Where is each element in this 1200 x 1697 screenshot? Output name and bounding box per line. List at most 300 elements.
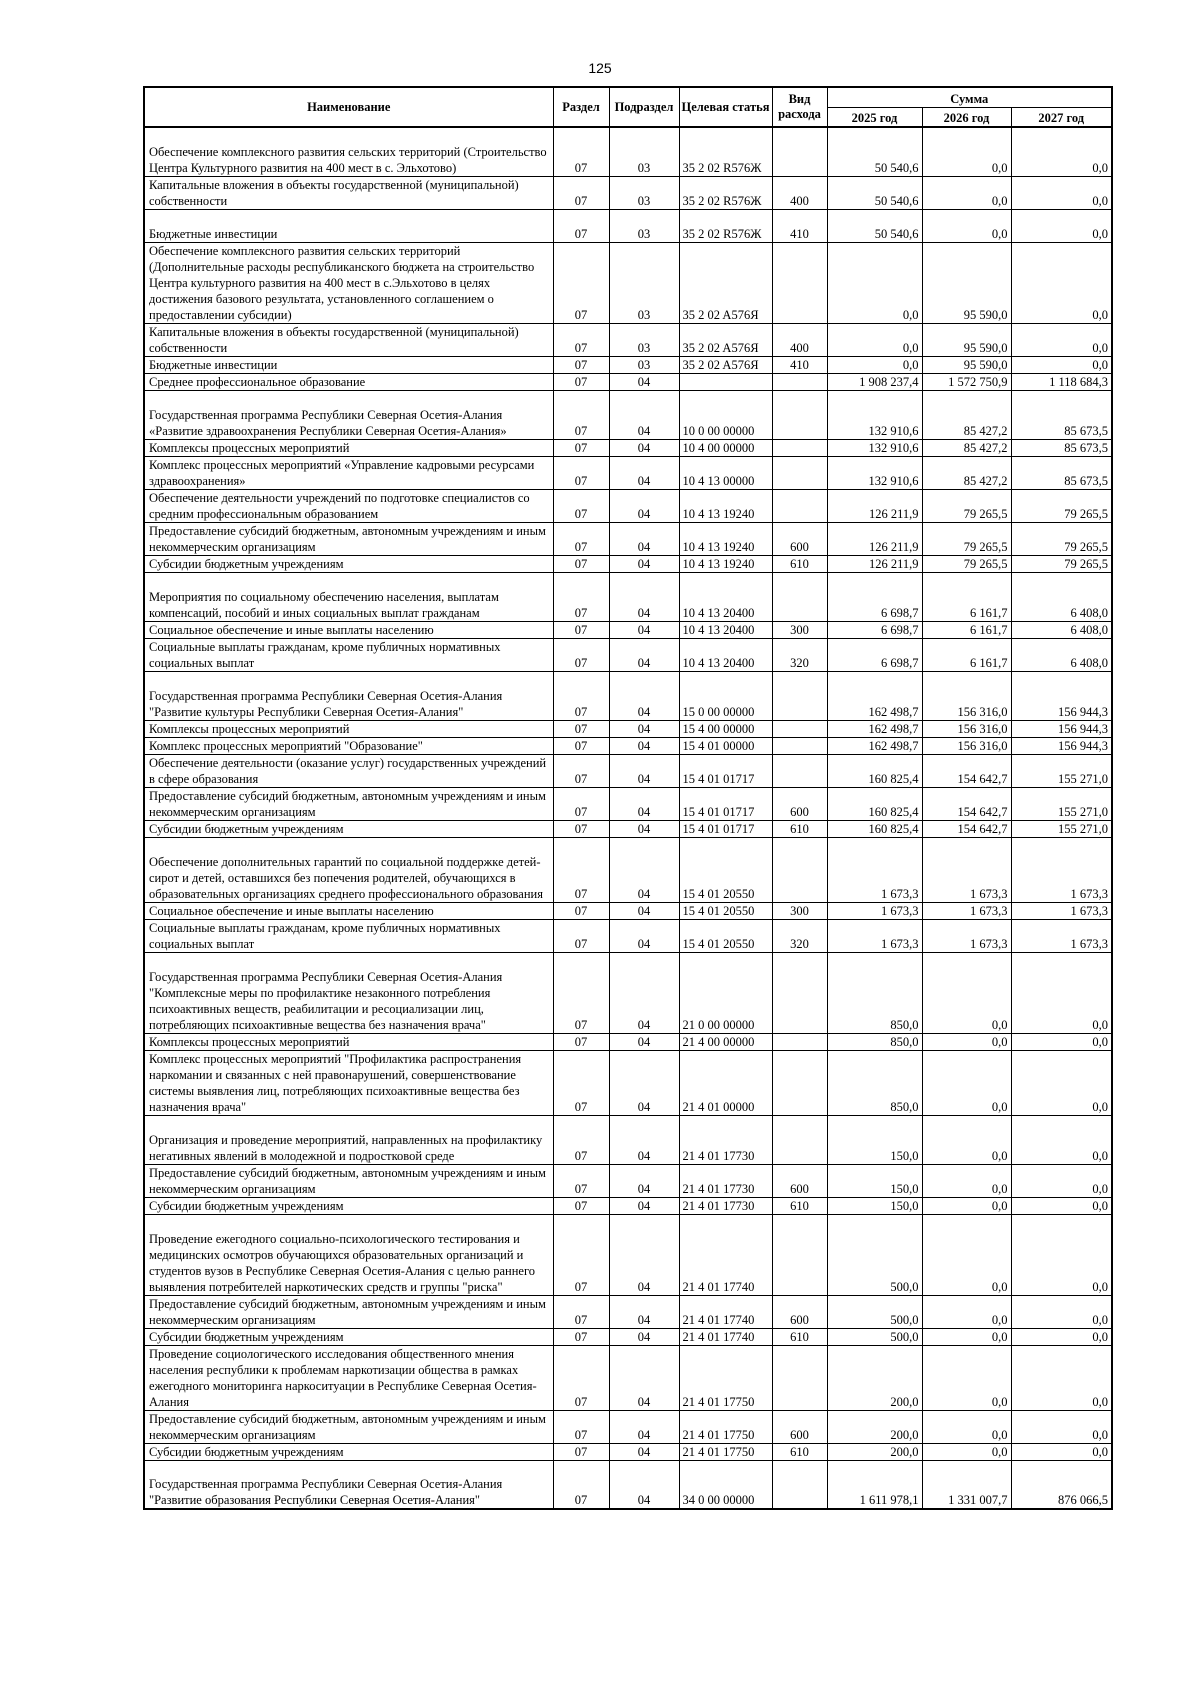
row-sum-2027: 0,0 — [1011, 323, 1112, 356]
row-name: Комплексы процессных мероприятий — [144, 1033, 553, 1050]
header-subsection: Подраздел — [609, 87, 679, 127]
row-sum-2027: 0,0 — [1011, 127, 1112, 176]
row-sum-2026: 79 265,5 — [922, 555, 1011, 572]
row-target: 10 4 13 19240 — [679, 522, 772, 555]
row-exp-type — [772, 1050, 827, 1115]
row-target: 21 0 00 00000 — [679, 952, 772, 1033]
row-sum-2027: 0,0 — [1011, 1345, 1112, 1410]
row-sum-2025: 132 910,6 — [827, 390, 922, 439]
row-exp-type: 600 — [772, 1295, 827, 1328]
row-sum-2027: 0,0 — [1011, 1295, 1112, 1328]
row-exp-type — [772, 1115, 827, 1164]
table-row — [144, 555, 1112, 572]
row-sum-2026: 0,0 — [922, 1328, 1011, 1345]
row-sum-2025: 150,0 — [827, 1197, 922, 1214]
row-sum-2025: 162 498,7 — [827, 720, 922, 737]
row-sum-2025: 132 910,6 — [827, 439, 922, 456]
row-sum-2025: 6 698,7 — [827, 621, 922, 638]
row-sum-2027: 0,0 — [1011, 1214, 1112, 1295]
row-exp-type — [772, 439, 827, 456]
row-sum-2026: 0,0 — [922, 1345, 1011, 1410]
table-row — [144, 638, 1112, 671]
row-section: 07 — [553, 1164, 609, 1197]
row-subsection: 04 — [609, 456, 679, 489]
row-target: 10 4 13 20400 — [679, 621, 772, 638]
row-name: Комплекс процессных мероприятий "Профилактика распространения наркомании и связанных с ней правонарушений, совершенствование системы выявления лиц, потребляющих психоактивные вещества без назначения врача" — [144, 1050, 553, 1115]
row-name: Социальные выплаты гражданам, кроме публичных нормативных социальных выплат — [144, 919, 553, 952]
row-section: 07 — [553, 373, 609, 390]
row-exp-type — [772, 1460, 827, 1509]
row-target: 35 2 02 R576Ж — [679, 127, 772, 176]
row-sum-2026: 156 316,0 — [922, 720, 1011, 737]
row-subsection: 04 — [609, 952, 679, 1033]
row-sum-2027: 0,0 — [1011, 1197, 1112, 1214]
row-sum-2026: 0,0 — [922, 1115, 1011, 1164]
row-sum-2026: 154 642,7 — [922, 787, 1011, 820]
row-sum-2025: 50 540,6 — [827, 127, 922, 176]
row-sum-2027: 0,0 — [1011, 1164, 1112, 1197]
row-target: 15 4 00 00000 — [679, 720, 772, 737]
row-sum-2026: 0,0 — [922, 1033, 1011, 1050]
row-sum-2026: 95 590,0 — [922, 356, 1011, 373]
row-name: Субсидии бюджетным учреждениям — [144, 1443, 553, 1460]
row-subsection: 04 — [609, 1033, 679, 1050]
row-sum-2026: 85 427,2 — [922, 439, 1011, 456]
row-exp-type — [772, 720, 827, 737]
row-sum-2025: 850,0 — [827, 1050, 922, 1115]
row-subsection: 04 — [609, 837, 679, 902]
row-subsection: 04 — [609, 902, 679, 919]
header-year-2025: 2025 год — [827, 107, 922, 127]
row-sum-2027: 0,0 — [1011, 1115, 1112, 1164]
table-row — [144, 209, 1112, 242]
row-sum-2025: 500,0 — [827, 1295, 922, 1328]
row-subsection: 04 — [609, 820, 679, 837]
row-exp-type: 410 — [772, 356, 827, 373]
table-row — [144, 1197, 1112, 1214]
row-name: Обеспечение деятельности (оказание услуг) государственных учреждений в сфере образования — [144, 754, 553, 787]
row-section: 07 — [553, 127, 609, 176]
header-year-2026: 2026 год — [922, 107, 1011, 127]
row-target: 10 4 13 20400 — [679, 572, 772, 621]
table-row — [144, 919, 1112, 952]
page-number: 125 — [588, 60, 612, 76]
row-sum-2027: 6 408,0 — [1011, 572, 1112, 621]
table-row — [144, 1164, 1112, 1197]
header-year-2027: 2027 год — [1011, 107, 1112, 127]
row-name: Обеспечение деятельности учреждений по подготовке специалистов со средним профессиональным образованием — [144, 489, 553, 522]
row-exp-type: 610 — [772, 1197, 827, 1214]
table-row — [144, 621, 1112, 638]
row-sum-2027: 79 265,5 — [1011, 489, 1112, 522]
table-row — [144, 1460, 1112, 1509]
row-name: Организация и проведение мероприятий, направленных на профилактику негативных явлений в молодежной и подростковой среде — [144, 1115, 553, 1164]
table-row — [144, 456, 1112, 489]
row-target: 21 4 01 17750 — [679, 1410, 772, 1443]
row-subsection: 04 — [609, 522, 679, 555]
row-target: 21 4 01 17750 — [679, 1443, 772, 1460]
row-target: 35 2 02 A576Я — [679, 242, 772, 323]
row-name: Проведение ежегодного социально-психологического тестирования и медицинских осмотров обучающихся образовательных организаций и студентов вузов в Республике Северная Осетия-Алания с целью раннего выявления потребителей наркотических средств и группы "риска" — [144, 1214, 553, 1295]
table-row — [144, 390, 1112, 439]
row-exp-type: 600 — [772, 522, 827, 555]
row-section: 07 — [553, 390, 609, 439]
row-section: 07 — [553, 1328, 609, 1345]
row-name: Комплексы процессных мероприятий — [144, 720, 553, 737]
row-subsection: 04 — [609, 720, 679, 737]
row-exp-type — [772, 671, 827, 720]
row-sum-2025: 1 673,3 — [827, 902, 922, 919]
row-sum-2025: 162 498,7 — [827, 737, 922, 754]
row-name: Комплекс процессных мероприятий "Образование" — [144, 737, 553, 754]
header-name: Наименование — [144, 87, 553, 127]
row-sum-2026: 154 642,7 — [922, 820, 1011, 837]
row-section: 07 — [553, 1197, 609, 1214]
row-section: 07 — [553, 919, 609, 952]
row-section: 07 — [553, 737, 609, 754]
row-sum-2027: 0,0 — [1011, 242, 1112, 323]
row-section: 07 — [553, 1460, 609, 1509]
row-sum-2026: 85 427,2 — [922, 456, 1011, 489]
row-name: Комплекс процессных мероприятий «Управление кадровыми ресурсами здравоохранения» — [144, 456, 553, 489]
row-sum-2025: 1 673,3 — [827, 919, 922, 952]
row-sum-2025: 160 825,4 — [827, 820, 922, 837]
row-target — [679, 373, 772, 390]
row-target: 15 4 01 20550 — [679, 837, 772, 902]
table-row — [144, 1328, 1112, 1345]
row-sum-2026: 79 265,5 — [922, 522, 1011, 555]
row-exp-type — [772, 373, 827, 390]
table-row — [144, 952, 1112, 1033]
row-sum-2027: 155 271,0 — [1011, 787, 1112, 820]
row-subsection: 04 — [609, 1410, 679, 1443]
table-row — [144, 1050, 1112, 1115]
table-row — [144, 489, 1112, 522]
row-sum-2025: 50 540,6 — [827, 209, 922, 242]
row-sum-2027: 0,0 — [1011, 176, 1112, 209]
table-row — [144, 1214, 1112, 1295]
row-section: 07 — [553, 1033, 609, 1050]
row-sum-2026: 0,0 — [922, 176, 1011, 209]
row-sum-2025: 200,0 — [827, 1410, 922, 1443]
row-section: 07 — [553, 1443, 609, 1460]
row-subsection: 04 — [609, 919, 679, 952]
row-target: 15 4 01 00000 — [679, 737, 772, 754]
row-exp-type: 610 — [772, 555, 827, 572]
row-sum-2027: 0,0 — [1011, 1033, 1112, 1050]
row-name: Среднее профессиональное образование — [144, 373, 553, 390]
row-subsection: 03 — [609, 127, 679, 176]
row-section: 07 — [553, 621, 609, 638]
table-row — [144, 439, 1112, 456]
row-sum-2025: 200,0 — [827, 1345, 922, 1410]
row-exp-type — [772, 737, 827, 754]
row-sum-2027: 1 118 684,3 — [1011, 373, 1112, 390]
row-exp-type: 610 — [772, 1328, 827, 1345]
row-name: Обеспечение комплексного развития сельских территорий (Дополнительные расходы республиканского бюджета на строительство Центра культурного развития на 400 мест в с.Эльхотово в целях достижения базового результата, установленного соглашением о предоставлении субсидии) — [144, 242, 553, 323]
row-subsection: 04 — [609, 671, 679, 720]
row-target: 35 2 02 A576Я — [679, 323, 772, 356]
row-section: 07 — [553, 555, 609, 572]
row-subsection: 04 — [609, 1197, 679, 1214]
row-sum-2027: 0,0 — [1011, 209, 1112, 242]
row-sum-2027: 155 271,0 — [1011, 754, 1112, 787]
header-sum: Сумма — [827, 87, 1112, 107]
row-subsection: 04 — [609, 390, 679, 439]
row-exp-type: 610 — [772, 1443, 827, 1460]
row-sum-2027: 79 265,5 — [1011, 555, 1112, 572]
row-exp-type: 300 — [772, 902, 827, 919]
table-row — [144, 1410, 1112, 1443]
row-name: Предоставление субсидий бюджетным, автономным учреждениям и иным некоммерческим организациям — [144, 787, 553, 820]
row-target: 10 4 13 19240 — [679, 555, 772, 572]
header-target: Целевая статья — [679, 87, 772, 127]
row-sum-2026: 1 572 750,9 — [922, 373, 1011, 390]
row-sum-2027: 0,0 — [1011, 356, 1112, 373]
row-target: 15 4 01 20550 — [679, 919, 772, 952]
row-section: 07 — [553, 242, 609, 323]
row-sum-2025: 126 211,9 — [827, 555, 922, 572]
table-row — [144, 1443, 1112, 1460]
row-section: 07 — [553, 356, 609, 373]
row-sum-2026: 6 161,7 — [922, 621, 1011, 638]
row-name: Социальное обеспечение и иные выплаты населению — [144, 902, 553, 919]
row-section: 07 — [553, 671, 609, 720]
row-sum-2025: 160 825,4 — [827, 754, 922, 787]
row-subsection: 04 — [609, 1050, 679, 1115]
row-sum-2027: 156 944,3 — [1011, 737, 1112, 754]
row-sum-2027: 85 673,5 — [1011, 439, 1112, 456]
row-sum-2025: 150,0 — [827, 1164, 922, 1197]
row-subsection: 03 — [609, 176, 679, 209]
row-section: 07 — [553, 1050, 609, 1115]
row-sum-2026: 0,0 — [922, 1214, 1011, 1295]
row-exp-type — [772, 837, 827, 902]
row-exp-type: 320 — [772, 919, 827, 952]
row-sum-2027: 79 265,5 — [1011, 522, 1112, 555]
row-target: 21 4 01 00000 — [679, 1050, 772, 1115]
table-row — [144, 820, 1112, 837]
row-subsection: 04 — [609, 439, 679, 456]
row-target: 10 4 00 00000 — [679, 439, 772, 456]
row-name: Бюджетные инвестиции — [144, 356, 553, 373]
row-sum-2025: 162 498,7 — [827, 671, 922, 720]
row-target: 35 2 02 R576Ж — [679, 209, 772, 242]
row-subsection: 03 — [609, 323, 679, 356]
row-sum-2025: 850,0 — [827, 1033, 922, 1050]
row-sum-2026: 1 331 007,7 — [922, 1460, 1011, 1509]
row-section: 07 — [553, 456, 609, 489]
table-row — [144, 754, 1112, 787]
header-section: Раздел — [553, 87, 609, 127]
row-name: Капитальные вложения в объекты государственной (муниципальной) собственности — [144, 176, 553, 209]
row-subsection: 04 — [609, 1115, 679, 1164]
row-name: Проведение социологического исследования общественного мнения населения республики к проблемам наркотизации общества в рамках ежегодного мониторинга наркоситуации в Республике Северная Осетия-Алания — [144, 1345, 553, 1410]
row-section: 07 — [553, 787, 609, 820]
row-exp-type — [772, 754, 827, 787]
row-section: 07 — [553, 439, 609, 456]
table-row — [144, 1115, 1112, 1164]
row-target: 15 0 00 00000 — [679, 671, 772, 720]
row-section: 07 — [553, 837, 609, 902]
row-sum-2025: 500,0 — [827, 1328, 922, 1345]
row-sum-2027: 1 673,3 — [1011, 837, 1112, 902]
row-section: 07 — [553, 820, 609, 837]
row-section: 07 — [553, 754, 609, 787]
row-sum-2027: 155 271,0 — [1011, 820, 1112, 837]
row-subsection: 04 — [609, 373, 679, 390]
row-sum-2025: 126 211,9 — [827, 489, 922, 522]
row-target: 21 4 01 17730 — [679, 1115, 772, 1164]
row-subsection: 04 — [609, 754, 679, 787]
row-name: Предоставление субсидий бюджетным, автономным учреждениям и иным некоммерческим организациям — [144, 522, 553, 555]
row-exp-type: 400 — [772, 323, 827, 356]
row-sum-2026: 0,0 — [922, 1410, 1011, 1443]
row-target: 21 4 01 17740 — [679, 1214, 772, 1295]
row-sum-2025: 132 910,6 — [827, 456, 922, 489]
row-name: Государственная программа Республики Северная Осетия-Алания "Комплексные меры по профилактике незаконного потребления психоактивных веществ, реабилитации и ресоциализации лиц, потребляющих психоактивные вещества без назначения врача" — [144, 952, 553, 1033]
row-sum-2026: 0,0 — [922, 1197, 1011, 1214]
row-subsection: 04 — [609, 1460, 679, 1509]
row-sum-2025: 0,0 — [827, 323, 922, 356]
row-target: 35 2 02 A576Я — [679, 356, 772, 373]
row-section: 07 — [553, 489, 609, 522]
row-name: Предоставление субсидий бюджетным, автономным учреждениям и иным некоммерческим организациям — [144, 1164, 553, 1197]
row-target: 10 4 13 20400 — [679, 638, 772, 671]
row-sum-2025: 1 908 237,4 — [827, 373, 922, 390]
row-sum-2026: 1 673,3 — [922, 919, 1011, 952]
row-subsection: 04 — [609, 1443, 679, 1460]
row-name: Субсидии бюджетным учреждениям — [144, 1328, 553, 1345]
row-name: Социальные выплаты гражданам, кроме публичных нормативных социальных выплат — [144, 638, 553, 671]
row-section: 07 — [553, 1345, 609, 1410]
table-row — [144, 787, 1112, 820]
row-target: 21 4 01 17740 — [679, 1328, 772, 1345]
row-exp-type: 320 — [772, 638, 827, 671]
row-section: 07 — [553, 1115, 609, 1164]
row-exp-type — [772, 127, 827, 176]
row-exp-type: 610 — [772, 820, 827, 837]
row-sum-2026: 0,0 — [922, 127, 1011, 176]
row-name: Государственная программа Республики Северная Осетия-Алания «Развитие здравоохранения Республики Северная Осетия-Алания» — [144, 390, 553, 439]
row-target: 15 4 01 20550 — [679, 902, 772, 919]
row-sum-2026: 0,0 — [922, 1295, 1011, 1328]
row-section: 07 — [553, 572, 609, 621]
row-sum-2027: 85 673,5 — [1011, 390, 1112, 439]
row-section: 07 — [553, 1410, 609, 1443]
row-sum-2025: 200,0 — [827, 1443, 922, 1460]
row-target: 21 4 01 17730 — [679, 1164, 772, 1197]
row-subsection: 04 — [609, 737, 679, 754]
row-section: 07 — [553, 720, 609, 737]
row-name: Государственная программа Республики Северная Осетия-Алания "Развитие образования Республики Северная Осетия-Алания" — [144, 1460, 553, 1509]
row-sum-2025: 6 698,7 — [827, 638, 922, 671]
row-sum-2026: 79 265,5 — [922, 489, 1011, 522]
table-row — [144, 572, 1112, 621]
table-row — [144, 373, 1112, 390]
row-name: Бюджетные инвестиции — [144, 209, 553, 242]
row-target: 21 4 00 00000 — [679, 1033, 772, 1050]
row-name: Комплексы процессных мероприятий — [144, 439, 553, 456]
row-target: 15 4 01 01717 — [679, 754, 772, 787]
row-sum-2025: 850,0 — [827, 952, 922, 1033]
row-sum-2026: 6 161,7 — [922, 572, 1011, 621]
row-sum-2027: 0,0 — [1011, 1410, 1112, 1443]
row-sum-2027: 876 066,5 — [1011, 1460, 1112, 1509]
row-exp-type — [772, 572, 827, 621]
row-subsection: 04 — [609, 1164, 679, 1197]
row-sum-2025: 50 540,6 — [827, 176, 922, 209]
row-name: Капитальные вложения в объекты государственной (муниципальной) собственности — [144, 323, 553, 356]
row-target: 10 4 13 19240 — [679, 489, 772, 522]
row-subsection: 04 — [609, 555, 679, 572]
row-sum-2025: 150,0 — [827, 1115, 922, 1164]
row-name: Мероприятия по социальному обеспечению населения, выплатам компенсаций, пособий и иных социальных выплат гражданам — [144, 572, 553, 621]
row-sum-2026: 0,0 — [922, 1050, 1011, 1115]
row-sum-2025: 0,0 — [827, 356, 922, 373]
row-subsection: 04 — [609, 1328, 679, 1345]
row-subsection: 04 — [609, 1214, 679, 1295]
row-exp-type: 600 — [772, 1410, 827, 1443]
row-target: 21 4 01 17740 — [679, 1295, 772, 1328]
row-name: Предоставление субсидий бюджетным, автономным учреждениям и иным некоммерческим организациям — [144, 1295, 553, 1328]
row-exp-type — [772, 242, 827, 323]
row-sum-2027: 156 944,3 — [1011, 671, 1112, 720]
row-sum-2025: 6 698,7 — [827, 572, 922, 621]
row-exp-type: 400 — [772, 176, 827, 209]
row-sum-2026: 156 316,0 — [922, 671, 1011, 720]
row-exp-type — [772, 456, 827, 489]
row-target: 21 4 01 17730 — [679, 1197, 772, 1214]
row-subsection: 04 — [609, 621, 679, 638]
row-sum-2025: 500,0 — [827, 1214, 922, 1295]
row-target: 15 4 01 01717 — [679, 787, 772, 820]
row-target: 15 4 01 01717 — [679, 820, 772, 837]
row-sum-2026: 1 673,3 — [922, 902, 1011, 919]
row-sum-2025: 1 611 978,1 — [827, 1460, 922, 1509]
row-target: 10 4 13 00000 — [679, 456, 772, 489]
row-exp-type — [772, 390, 827, 439]
row-subsection: 03 — [609, 242, 679, 323]
row-sum-2027: 0,0 — [1011, 1443, 1112, 1460]
row-exp-type — [772, 489, 827, 522]
table-row — [144, 837, 1112, 902]
row-exp-type — [772, 1345, 827, 1410]
row-sum-2027: 6 408,0 — [1011, 638, 1112, 671]
row-name: Субсидии бюджетным учреждениям — [144, 820, 553, 837]
table-row — [144, 522, 1112, 555]
row-target: 21 4 01 17750 — [679, 1345, 772, 1410]
row-exp-type: 600 — [772, 1164, 827, 1197]
row-subsection: 04 — [609, 638, 679, 671]
row-name: Предоставление субсидий бюджетным, автономным учреждениям и иным некоммерческим организациям — [144, 1410, 553, 1443]
row-subsection: 04 — [609, 1345, 679, 1410]
row-section: 07 — [553, 323, 609, 356]
row-sum-2026: 156 316,0 — [922, 737, 1011, 754]
row-sum-2026: 154 642,7 — [922, 754, 1011, 787]
table-row — [144, 720, 1112, 737]
row-sum-2027: 85 673,5 — [1011, 456, 1112, 489]
row-section: 07 — [553, 638, 609, 671]
row-section: 07 — [553, 1214, 609, 1295]
table-row — [144, 176, 1112, 209]
row-sum-2026: 0,0 — [922, 209, 1011, 242]
row-sum-2027: 1 673,3 — [1011, 919, 1112, 952]
row-section: 07 — [553, 176, 609, 209]
table-row — [144, 242, 1112, 323]
budget-table — [143, 86, 1113, 1510]
row-name: Субсидии бюджетным учреждениям — [144, 1197, 553, 1214]
